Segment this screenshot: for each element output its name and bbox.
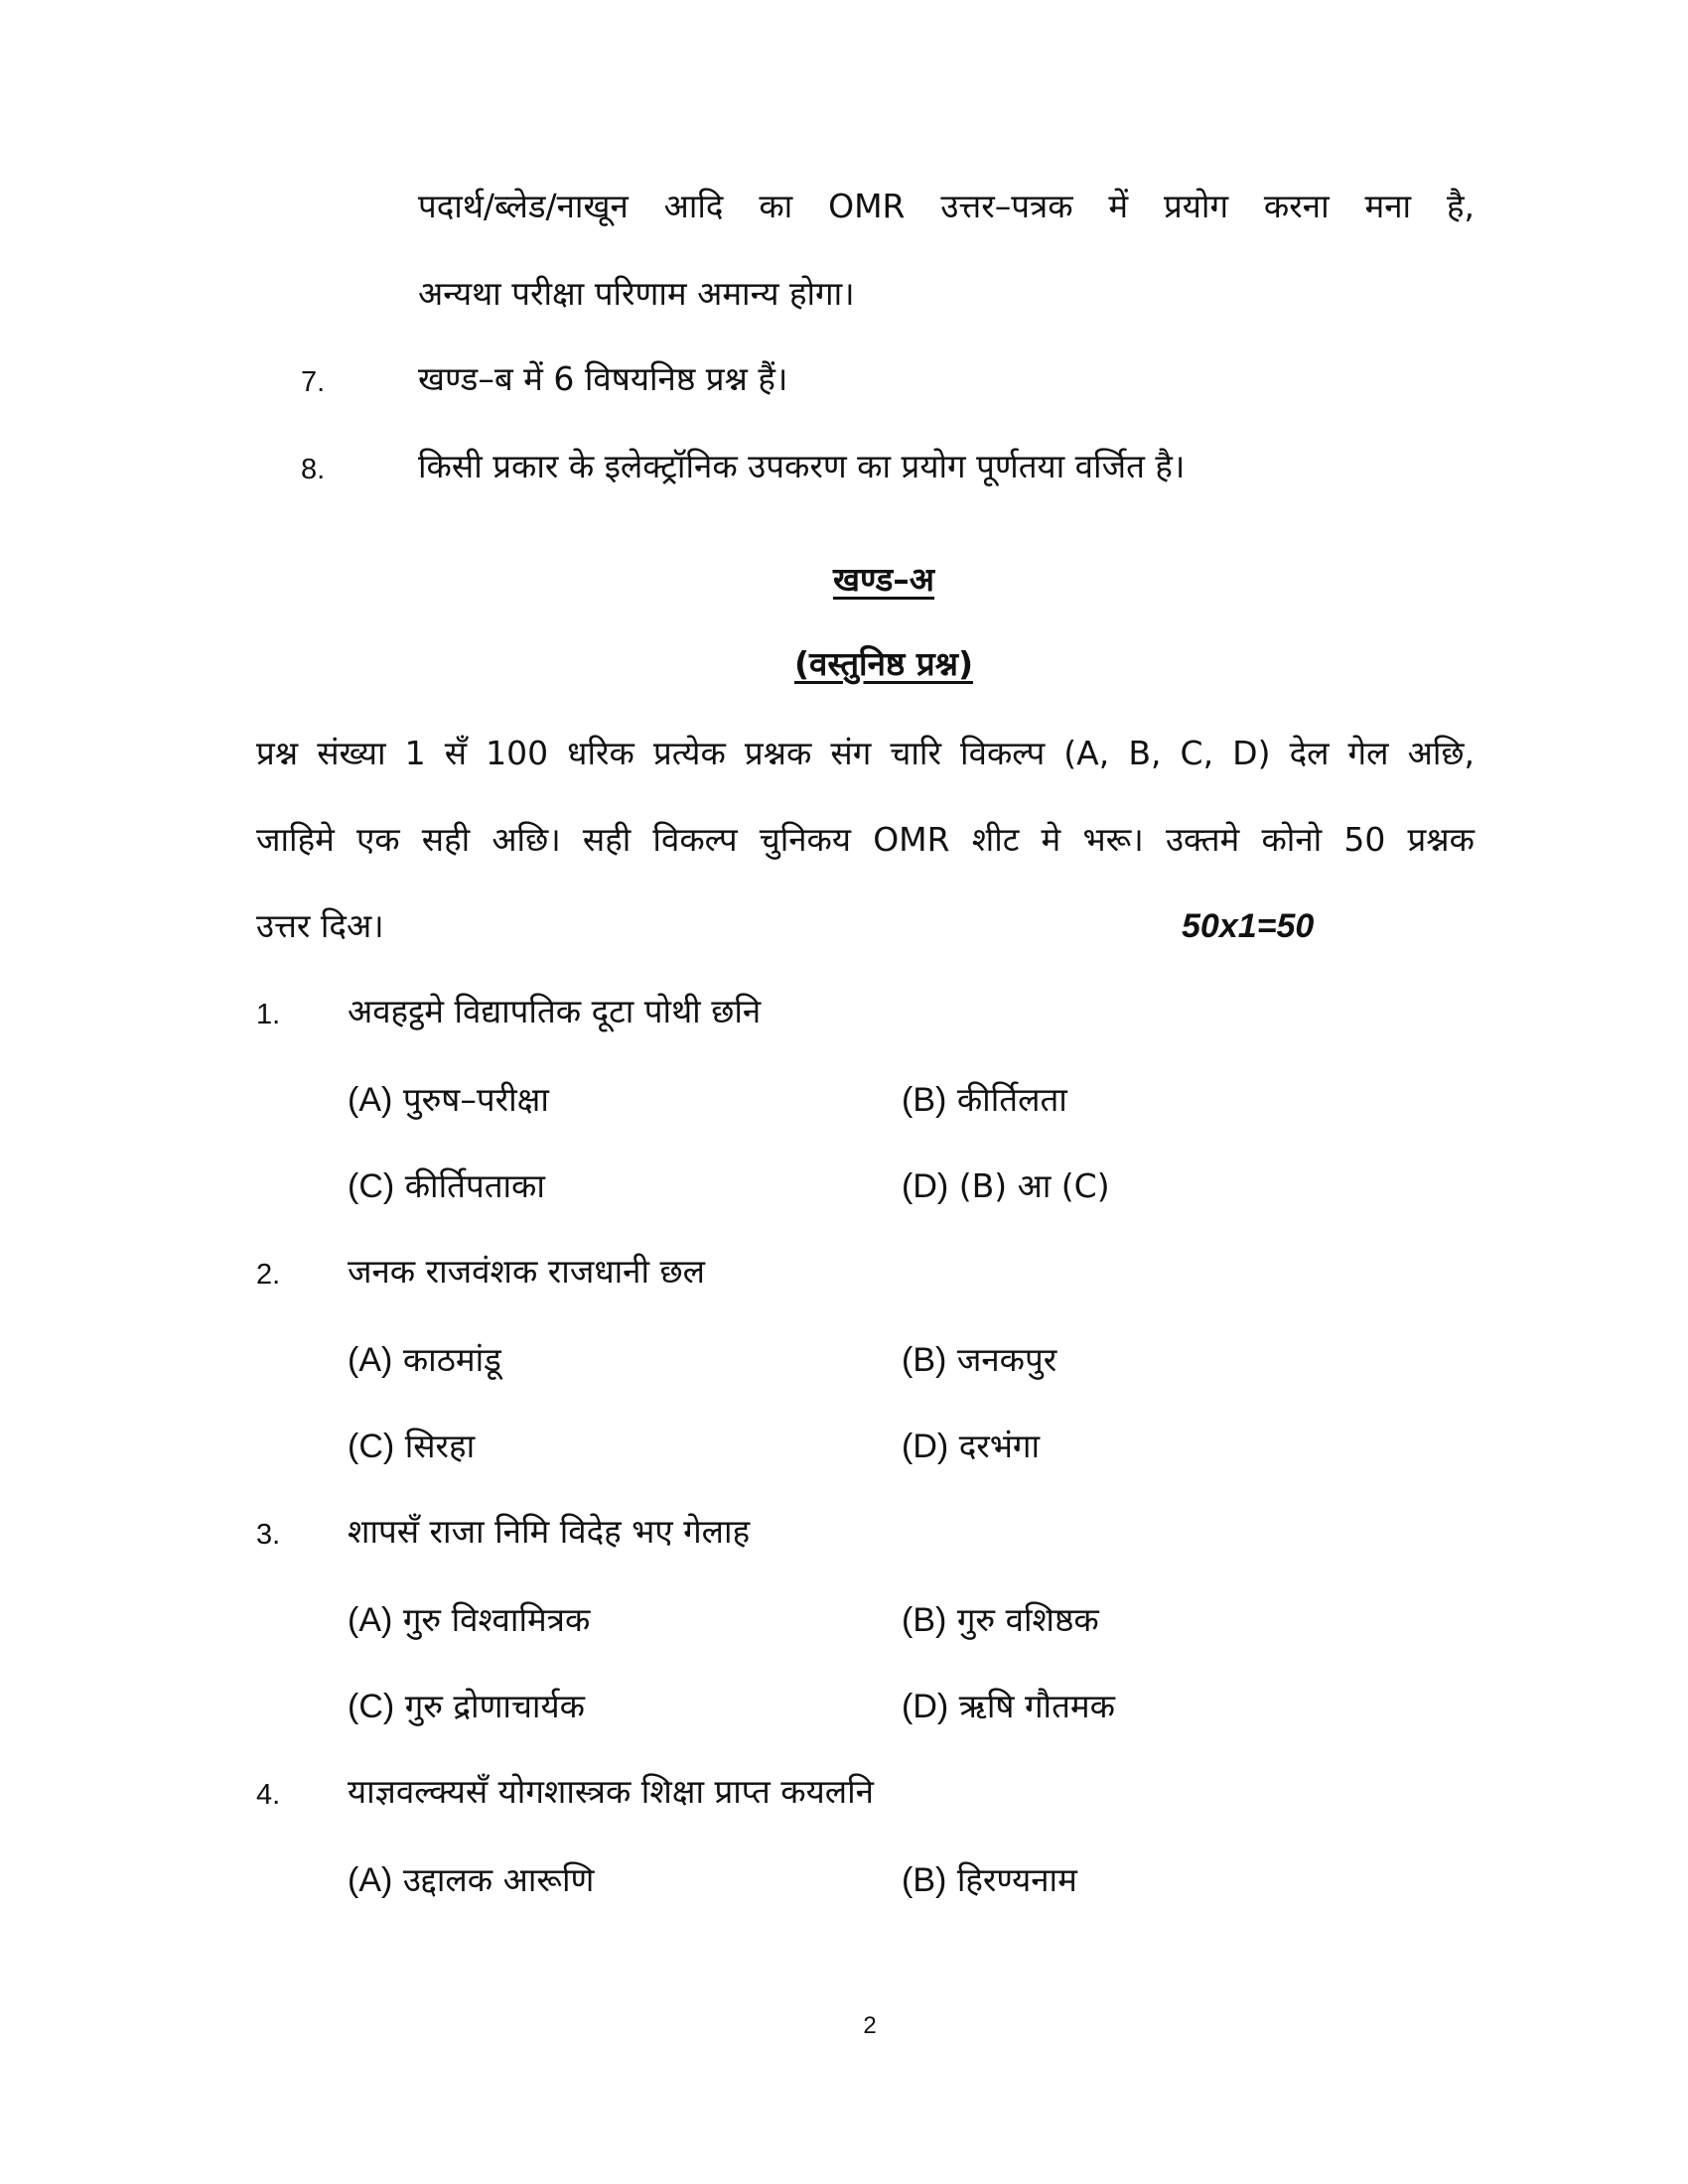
section-title: खण्ड–अ <box>832 560 935 599</box>
option-text: पुरुष–परीक्षा <box>402 1080 549 1119</box>
option-text: दरभंगा <box>958 1427 1041 1465</box>
option-text: गुरु विश्वामित्रक <box>402 1600 591 1639</box>
question-2-option-c <box>348 1425 475 1468</box>
marks-allocation: 50x1=50 <box>1182 907 1315 945</box>
option-label: (D) <box>902 1688 949 1725</box>
question-2-option-d <box>902 1425 1040 1468</box>
question-1-number: 1. <box>256 999 281 1030</box>
instruction-7-text: खण्ड–ब में 6 विषयनिष्ठ प्रश्न हैं। <box>418 359 788 398</box>
option-text: गुरु द्रोणाचार्यक <box>404 1687 585 1725</box>
question-4-text: याज्ञवल्क्यसँ योगशास्त्रक शिक्षा प्राप्त कयलनि <box>348 1772 874 1811</box>
section-instructions-line2: जाहिमे एक सही अछि। सही विकल्प चुनिकय OMR शीट मे भरू। उक्तमे कोनो 50 प्रश्नक <box>256 820 1475 859</box>
option-text: काठमांडू <box>402 1340 501 1379</box>
question-3-option-a <box>348 1598 590 1642</box>
option-label: (A) <box>348 1081 393 1119</box>
option-label: (C) <box>348 1688 395 1725</box>
question-1-text: अवहट्ठमे विद्यापतिक दूटा पोथी छनि <box>348 992 762 1030</box>
option-label: (D) <box>902 1428 949 1465</box>
instruction-7-number: 7. <box>301 366 326 398</box>
instruction-8-number: 8. <box>301 454 326 485</box>
question-3-option-b <box>902 1598 1099 1642</box>
question-3-option-d <box>902 1685 1115 1728</box>
option-label: (B) <box>902 1341 947 1379</box>
question-3-option-c <box>348 1685 585 1728</box>
option-label: (B) <box>902 1601 947 1639</box>
page-number: 2 <box>863 2012 877 2039</box>
question-4-number: 4. <box>256 1779 281 1811</box>
question-1-option-d <box>902 1164 1110 1208</box>
question-2-text: जनक राजवंशक राजधानी छल <box>348 1252 706 1291</box>
question-2-option-a <box>348 1338 501 1382</box>
question-4-option-a <box>348 1858 594 1902</box>
instruction-6-continuation-line2: अन्यथा परीक्षा परिणाम अमान्य होगा। <box>418 274 855 313</box>
question-4-option-b <box>902 1858 1077 1902</box>
option-text: गुरु वशिष्ठक <box>956 1600 1099 1639</box>
option-label: (D) <box>902 1167 949 1205</box>
option-label: (C) <box>348 1428 395 1465</box>
instruction-6-continuation-line1: पदार्थ/ब्लेड/नाखून आदि का OMR उत्तर–पत्रक में प्रयोग करना मना है, <box>418 187 1475 225</box>
option-text: उद्दालक आरूणि <box>402 1860 595 1899</box>
instruction-8-text: किसी प्रकार के इलेक्ट्रॉनिक उपकरण का प्रयोग पूर्णतया वर्जित है। <box>418 447 1186 485</box>
option-label: (C) <box>348 1167 395 1205</box>
option-label: (A) <box>348 1861 393 1899</box>
section-instructions-line1: प्रश्न संख्या 1 सँ 100 धरिक प्रत्येक प्रश्नक संग चारि विकल्प (A, B, C, D) देल गेल अछि, <box>256 734 1475 772</box>
option-text: कीर्तिपताका <box>404 1166 545 1205</box>
question-1-option-c <box>348 1164 545 1208</box>
question-2-option-b <box>902 1338 1056 1382</box>
question-2-number: 2. <box>256 1259 281 1291</box>
section-subtitle: (वस्तुनिष्ठ प्रश्न) <box>793 644 974 683</box>
question-3-text: शापसँ राजा निमि विदेह भए गेलाह <box>348 1512 751 1551</box>
question-1-option-a <box>348 1078 549 1122</box>
option-text: हिरण्यनाम <box>956 1860 1077 1899</box>
question-3-number: 3. <box>256 1519 281 1551</box>
option-label: (A) <box>348 1601 393 1639</box>
section-instructions-line3: उत्तर दिअ। <box>256 906 384 945</box>
option-label: (B) <box>902 1861 947 1899</box>
question-1-option-b <box>902 1078 1067 1122</box>
option-text: (B) आ (C) <box>958 1166 1110 1205</box>
option-text: सिरहा <box>404 1427 476 1465</box>
option-label: (A) <box>348 1341 393 1379</box>
option-text: ऋषि गौतमक <box>958 1687 1115 1725</box>
option-text: जनकपुर <box>956 1340 1057 1379</box>
option-text: कीर्तिलता <box>956 1080 1067 1119</box>
option-label: (B) <box>902 1081 947 1119</box>
